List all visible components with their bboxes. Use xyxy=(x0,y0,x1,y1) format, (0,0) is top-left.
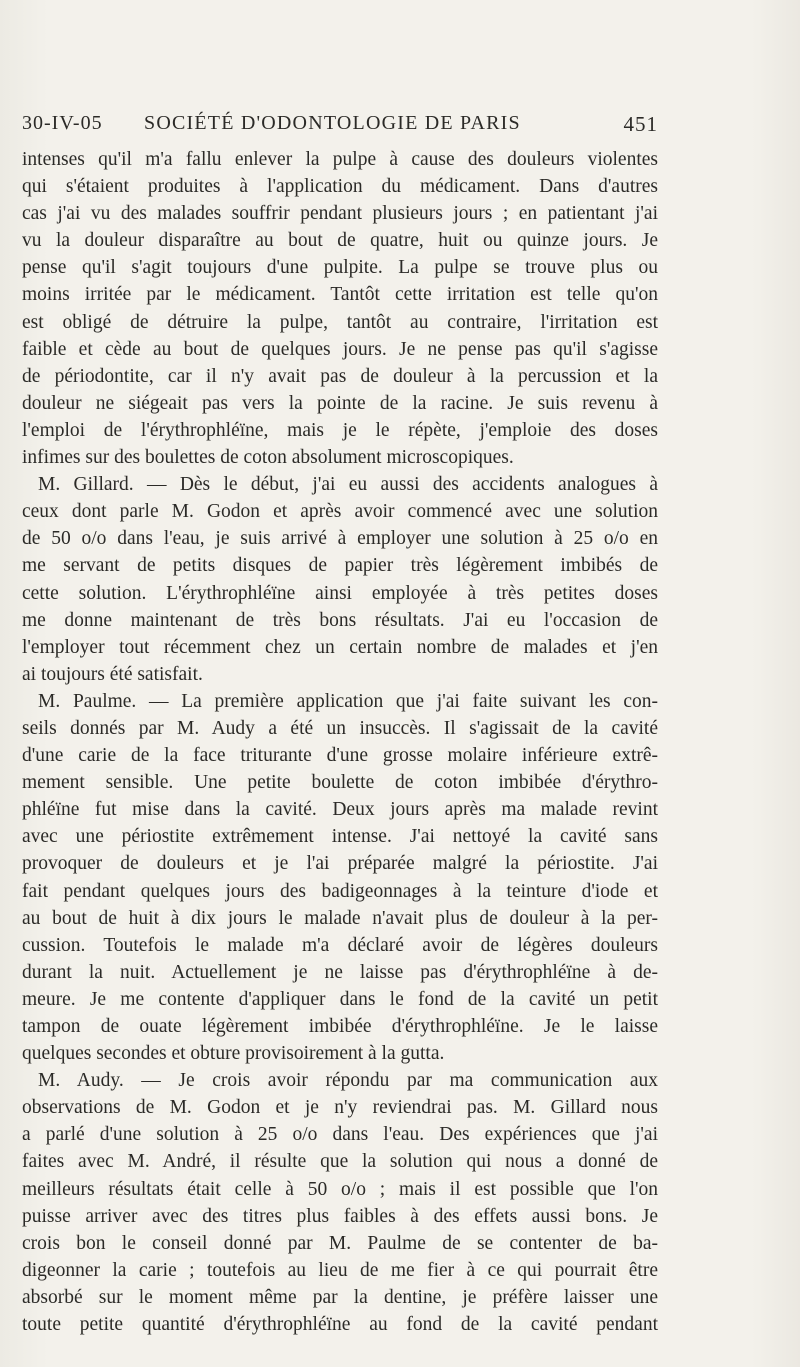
text-line: absorbé sur le moment même par la dentine, je préfère laisser une xyxy=(22,1286,658,1308)
text-line: cette solution. L'érythrophléïne ainsi employée à très petites doses xyxy=(22,582,658,604)
header-title: SOCIÉTÉ D'ODONTOLOGIE DE PARIS xyxy=(144,112,521,134)
text-line: M. Paulme. — La première application que j'ai faite suivant les con- xyxy=(38,690,658,712)
text-line: de périodontite, car il n'y avait pas de douleur à la percussion et la xyxy=(22,365,658,387)
text-line: M. Audy. — Je crois avoir répondu par ma communication aux xyxy=(38,1070,658,1092)
text-line: seils donnés par M. Audy a été un insuccès. Il s'agissait de la cavité xyxy=(22,717,658,739)
text-line: digeonner la carie ; toutefois au lieu de me fier à ce qui pourrait être xyxy=(22,1259,658,1281)
text-line: provoquer de douleurs et je l'ai préparée malgré la périostite. J'ai xyxy=(22,853,658,875)
text-line: d'une carie de la face triturante d'une grosse molaire inférieure extrê- xyxy=(22,745,658,767)
text-line: M. Gillard. — Dès le début, j'ai eu aussi des accidents analogues à xyxy=(38,474,658,496)
text-line: pense qu'il s'agit toujours d'une pulpite. La pulpe se trouve plus ou xyxy=(22,257,658,279)
text-line: toute petite quantité d'érythrophléïne au fond de la cavité pendant xyxy=(22,1314,658,1336)
text-line: observations de M. Godon et je n'y reviendrai pas. M. Gillard nous xyxy=(22,1097,658,1119)
text-line: ceux dont parle M. Godon et après avoir commencé avec une solution xyxy=(22,501,658,523)
running-header xyxy=(22,112,658,142)
text-line: meure. Je me contente d'appliquer dans le fond de la cavité un petit xyxy=(22,988,658,1010)
text-line: me donne maintenant de très bons résultats. J'ai eu l'occasion de xyxy=(22,609,658,631)
text-line: meilleurs résultats était celle à 50 o/o ; mais il est possible que l'on xyxy=(22,1178,658,1200)
text-line: ai toujours été satisfait. xyxy=(22,663,203,685)
text-line: me servant de petits disques de papier très légèrement imbibés de xyxy=(22,555,658,577)
text-line: infimes sur des boulettes de coton absolument microscopiques. xyxy=(22,447,514,469)
text-line: a parlé d'une solution à 25 o/o dans l'eau. Des expériences que j'ai xyxy=(22,1124,658,1146)
text-line: phléïne fut mise dans la cavité. Deux jours après ma malade revint xyxy=(22,799,658,821)
body-text xyxy=(22,146,658,1338)
text-line: cas j'ai vu des malades souffrir pendant plusieurs jours ; en patientant j'ai xyxy=(22,203,658,225)
text-line: intenses qu'il m'a fallu enlever la pulpe à cause des douleurs violentes xyxy=(22,149,658,170)
text-line: quelques secondes et obture provisoirement à la gutta. xyxy=(22,1043,445,1065)
text-line: l'employer tout récemment chez un certain nombre de malades et j'en xyxy=(22,636,658,658)
text-line: l'emploi de l'érythrophléïne, mais je le répète, j'emploie des doses xyxy=(22,419,658,441)
text-line: est obligé de détruire la pulpe, tantôt au contraire, l'irritation est xyxy=(22,311,658,333)
text-line: cussion. Toutefois le malade m'a déclaré avoir de légères douleurs xyxy=(22,934,658,956)
text-line: qui s'étaient produites à l'application du médicament. Dans d'autres xyxy=(22,176,658,198)
text-line: avec une périostite extrêmement intense. J'ai nettoyé la cavité sans xyxy=(22,826,658,848)
text-line: faible et cède au bout de quelques jours. Je ne pense pas qu'il s'agisse xyxy=(22,338,658,360)
text-line: au bout de huit à dix jours le malade n'avait plus de douleur à la per- xyxy=(22,907,658,929)
text-line: puisse arriver avec des titres plus faibles à des effets aussi bons. Je xyxy=(22,1205,658,1227)
text-line: crois bon le conseil donné par M. Paulme de se contenter de ba- xyxy=(22,1232,658,1254)
header-date: 30-IV-05 xyxy=(22,112,103,134)
text-line: durant la nuit. Actuellement je ne laisse pas d'érythrophléïne à de- xyxy=(22,961,658,983)
text-line: de 50 o/o dans l'eau, je suis arrivé à employer une solution à 25 o/o en xyxy=(22,528,658,550)
text-line: vu la douleur disparaître au bout de quatre, huit ou quinze jours. Je xyxy=(22,230,658,252)
text-line: moins irritée par le médicament. Tantôt cette irritation est telle qu'on xyxy=(22,284,658,306)
text-line: douleur ne siégeait pas vers la pointe de la racine. Je suis revenu à xyxy=(22,392,658,414)
text-line: faites avec M. André, il résulte que la solution qui nous a donné de xyxy=(22,1151,658,1173)
page-number: 451 xyxy=(623,112,658,136)
text-line: tampon de ouate légèrement imbibée d'érythrophléïne. Je le laisse xyxy=(22,1016,658,1037)
text-line: mement sensible. Une petite boulette de coton imbibée d'érythro- xyxy=(22,772,658,794)
text-line: fait pendant quelques jours des badigeonnages à la teinture d'iode et xyxy=(22,880,658,902)
